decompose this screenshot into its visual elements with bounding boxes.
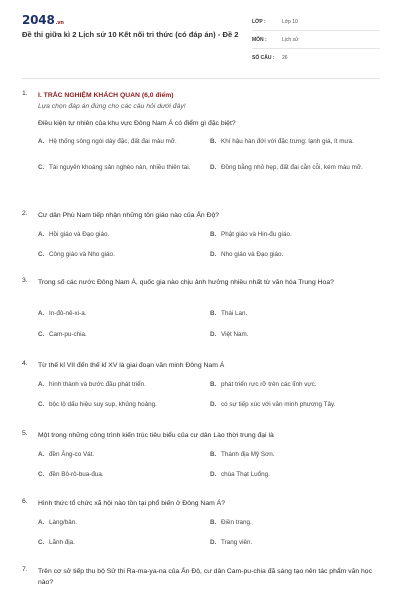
option-c[interactable] — [38, 538, 203, 548]
option-c[interactable] — [38, 163, 203, 173]
question-number: 4. — [22, 360, 28, 367]
section-instruction: Lựa chọn đáp án đúng cho các câu hỏi dưới đây! — [38, 103, 186, 110]
option-letter: A. — [38, 381, 45, 388]
option-c[interactable] — [38, 470, 203, 480]
meta-class-value: Lớp 10 — [282, 18, 298, 25]
question-text: Một trong những công trình kiến trúc tiêu biểu của cư dân Lào thời trung đại là — [38, 432, 274, 439]
question-text: Trong số các nước Đông Nam Á, quốc gia nào chịu ảnh hưởng nhiều nhất từ văn hóa Trung Hoa? — [38, 279, 334, 286]
option-letter: C. — [38, 164, 45, 171]
option-letter: D. — [210, 471, 217, 478]
option-letter: D. — [210, 401, 217, 408]
option-text: Làng/bản. — [49, 519, 78, 526]
option-letter: B. — [210, 231, 217, 238]
option-text: Điền trang. — [221, 519, 252, 526]
section-title: I. TRẮC NGHIỆM KHÁCH QUAN (6,0 điểm) — [38, 92, 174, 99]
option-text: Tài nguyên khoáng sản nghèo nàn, nhiều thiên tai. — [49, 164, 191, 171]
option-a[interactable] — [38, 309, 203, 319]
meta-count-row — [252, 49, 380, 67]
option-text: có sự tiếp xúc với văn minh phương Tây. — [221, 401, 336, 408]
option-a[interactable] — [38, 137, 203, 147]
option-text: Thánh địa Mỹ Sơn. — [221, 451, 275, 458]
option-letter: C. — [38, 401, 45, 408]
question-number: 3. — [22, 277, 28, 284]
header-divider — [22, 78, 380, 79]
option-text: Thái Lan. — [221, 310, 248, 317]
meta-class-label: LỚP : — [252, 18, 266, 25]
option-letter: D. — [210, 331, 217, 338]
meta-subject-label: MÔN : — [252, 36, 267, 43]
option-a[interactable] — [38, 230, 203, 240]
option-a[interactable] — [38, 518, 203, 528]
option-letter: C. — [38, 471, 45, 478]
option-letter: C. — [38, 251, 45, 258]
option-text: Khí hậu hàn đới với đặc trưng: lạnh giá, ít mưa. — [221, 138, 354, 145]
option-letter: A. — [38, 231, 45, 238]
option-d[interactable] — [210, 250, 380, 260]
question-number: 6. — [22, 498, 28, 505]
option-text: phát triển rực rỡ trên các lĩnh vực. — [221, 381, 317, 388]
option-letter: D. — [210, 251, 217, 258]
option-text: bộc lộ dấu hiệu suy sụp, khủng hoảng. — [49, 401, 157, 408]
document-meta — [252, 13, 380, 67]
option-a[interactable] — [38, 450, 203, 460]
option-b[interactable] — [210, 137, 380, 147]
option-b[interactable] — [210, 380, 380, 390]
option-letter: B. — [210, 519, 217, 526]
option-text: Lãnh địa. — [49, 539, 75, 546]
option-letter: B. — [210, 138, 217, 145]
option-text: Phật giáo và Hin-đu giáo. — [221, 231, 292, 238]
option-letter: A. — [38, 451, 45, 458]
option-text: đền Ăng-co Vát. — [49, 451, 95, 458]
option-text: Hồi giáo và Đạo giáo. — [49, 231, 110, 238]
site-logo[interactable] — [22, 13, 64, 27]
option-d[interactable] — [210, 400, 380, 410]
option-letter: B. — [210, 381, 217, 388]
option-letter: C. — [38, 331, 45, 338]
logo-sub: .vn — [55, 20, 64, 26]
option-c[interactable] — [38, 400, 203, 410]
option-letter: D. — [210, 164, 217, 171]
option-b[interactable] — [210, 518, 380, 528]
question-text: Từ thế kỉ VII đến thế kỉ XV là giai đoạn văn minh Đông Nam Á — [38, 362, 225, 369]
option-letter: B. — [210, 451, 217, 458]
option-c[interactable] — [38, 250, 203, 260]
option-a[interactable] — [38, 380, 203, 390]
meta-class-row — [252, 13, 380, 31]
option-b[interactable] — [210, 230, 380, 240]
option-text: chùa Thạt Luổng. — [221, 471, 270, 478]
option-text: Cam-pu-chia. — [49, 331, 87, 338]
option-text: In-đô-nê-xi-a. — [49, 310, 87, 317]
question-text: Điều kiện tự nhiên của khu vực Đông Nam Á có điểm gì đặc biệt? — [38, 120, 236, 127]
option-d[interactable] — [210, 470, 380, 480]
question-text: Hình thức tổ chức xã hội nào tồn tại phổ biến ở Đông Nam Á? — [38, 500, 225, 507]
option-letter: C. — [38, 539, 45, 546]
option-letter: B. — [210, 310, 217, 317]
option-d[interactable] — [210, 538, 380, 548]
logo-main: 2048 — [22, 13, 55, 27]
option-c[interactable] — [38, 330, 203, 340]
document-title: Đề thi giữa kì 2 Lịch sử 10 Kết nối tri thức (có đáp án) - Đề 2 — [22, 30, 239, 39]
option-text: hình thành và bước đầu phát triển. — [49, 381, 146, 388]
meta-subject-row — [252, 31, 380, 49]
question-text: Trên cơ sở tiếp thu bộ Sử thi Ra-ma-ya-na của Ấn Độ, cư dân Cam-pu-chia đã sáng tạo nên tác phẩm văn học nào? — [38, 568, 372, 586]
option-text: Nho giáo và Đạo giáo. — [221, 251, 284, 258]
option-text: Hệ thống sông ngòi dày đặc, đất đai màu mỡ. — [49, 138, 177, 145]
option-text: Việt Nam. — [221, 331, 249, 338]
document-header — [0, 0, 400, 82]
meta-subject-value: Lịch sử — [282, 36, 299, 43]
option-b[interactable] — [210, 309, 380, 319]
option-letter: A. — [38, 519, 45, 526]
meta-count-value: 26 — [282, 55, 288, 61]
option-letter: D. — [210, 539, 217, 546]
question-number: 5. — [22, 430, 28, 437]
question-text: Cư dân Phù Nam tiếp nhận những tôn giáo nào của Ấn Độ? — [38, 212, 220, 219]
option-letter: A. — [38, 138, 45, 145]
option-d[interactable] — [210, 330, 380, 340]
option-text: Trang viên. — [221, 539, 253, 546]
question-number: 1. — [22, 90, 28, 97]
option-d[interactable] — [210, 163, 380, 173]
option-text: Công giáo và Nho giáo. — [49, 251, 115, 258]
question-number: 7. — [22, 566, 28, 573]
option-text: Đồng bằng nhỏ hẹp, đất đai cằn cỗi, kém màu mỡ. — [221, 164, 363, 171]
option-text: đền Bô-rô-bua-đua. — [49, 471, 104, 478]
question-number: 2. — [22, 210, 28, 217]
option-letter: A. — [38, 310, 45, 317]
option-b[interactable] — [210, 450, 380, 460]
meta-count-label: SỐ CÂU : — [252, 55, 275, 61]
